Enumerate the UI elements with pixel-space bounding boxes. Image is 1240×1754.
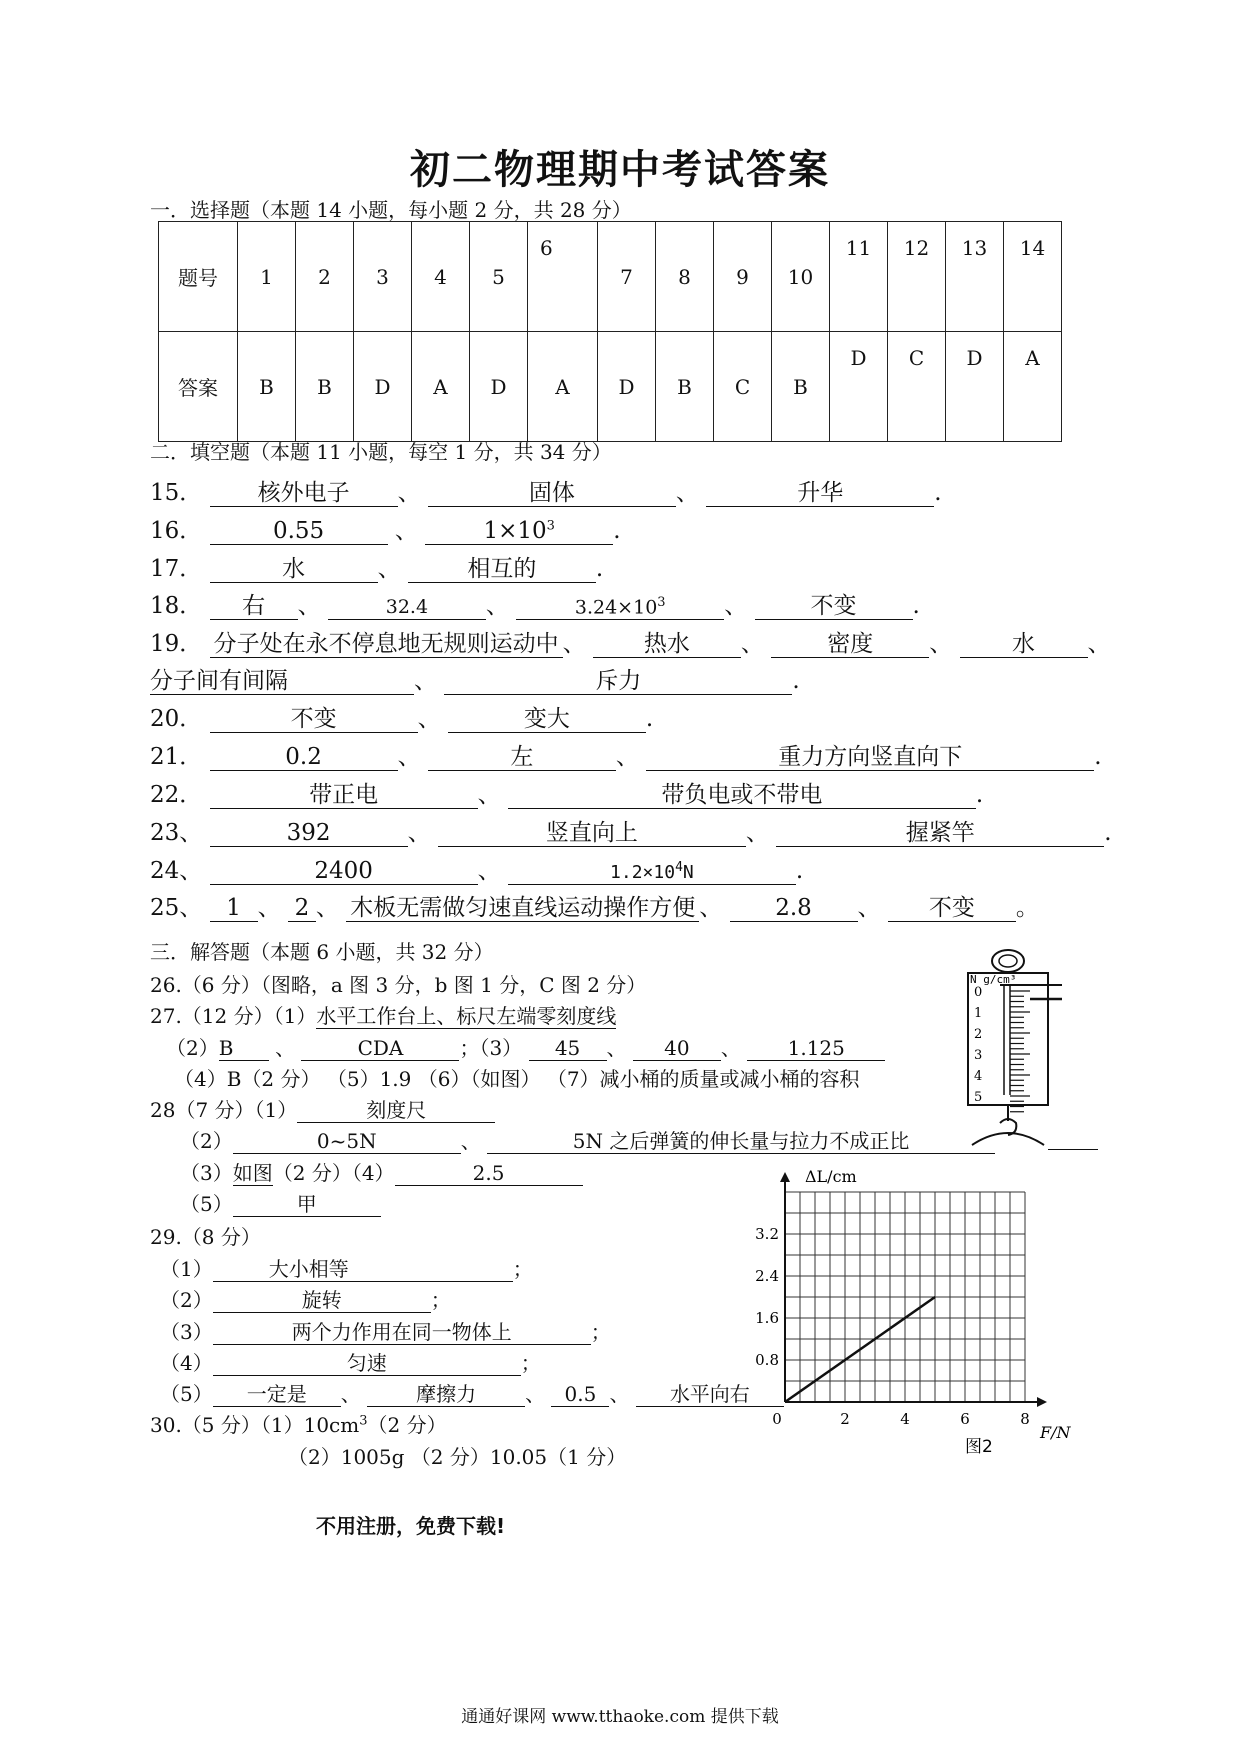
answer-blank: 1	[210, 895, 258, 922]
section2-heading: 二．填空题（本题 11 小题，每空 1 分，共 34 分）	[150, 440, 612, 464]
answer-blank: 分子处在永不停息地无规则运动中	[210, 631, 563, 658]
answer-blank: 0~5N	[233, 1130, 461, 1154]
y-axis-arrow-icon	[780, 1172, 790, 1182]
answer-blank: 0.55	[210, 518, 388, 545]
answer-cell: D	[946, 332, 1004, 442]
question-number: 16．	[150, 518, 203, 544]
num-cell: 8	[656, 222, 714, 332]
question-29-p4: （4） 匀速 ；	[160, 1351, 541, 1375]
answer-cell: A	[528, 332, 598, 442]
part-label: （3）	[180, 1161, 233, 1185]
part-label: （5）	[160, 1382, 213, 1406]
question-27	[150, 1000, 616, 1029]
section1-heading: 一．选择题（本题 14 小题，每小题 2 分，共 28 分）	[150, 198, 632, 222]
question-head: 28（7 分）（1）	[150, 1098, 298, 1122]
answer-blank: 匀速	[213, 1352, 521, 1376]
answer-blank: 变大	[448, 706, 646, 733]
question-number: 23、	[150, 820, 203, 846]
answer-blank: 不变	[755, 593, 913, 620]
question-16: 16． 0.55 、 $1\times 10^3$ .	[150, 518, 621, 544]
answer-blank: 固体	[428, 480, 676, 507]
part-label: （2）	[160, 1288, 213, 1312]
footer-text: 通通好课网 www.tthaoke.com 提供下载	[461, 1707, 779, 1727]
row-label-answer: 答案	[159, 332, 238, 442]
question-28-line2: （2） 0~5N 、 5N 之后弹簧的伸长量与拉力不成正比	[180, 1125, 995, 1154]
answer-cell: D	[830, 332, 888, 442]
answer-blank: 2	[288, 895, 316, 922]
question-18: 18． 右 、 32.4 、 $3.24\times 10^3$ 、 不变 .	[150, 593, 920, 619]
part-label: （5）	[180, 1192, 233, 1216]
num-cell: 7	[598, 222, 656, 332]
answer-blank: 斥力	[444, 668, 792, 695]
answer-cell: C	[714, 332, 772, 442]
num-cell: 5	[470, 222, 528, 332]
answer-blank: 旋转	[213, 1289, 431, 1313]
meter-tick-label: 2	[974, 1027, 983, 1042]
question-24: 24、 2400 、 $1.2\times 10^4N$ .	[150, 858, 804, 884]
question-29-p1: （1） 大小相等 ；	[160, 1257, 533, 1281]
num-cell: 4	[412, 222, 470, 332]
x-tick-label: 6	[960, 1410, 970, 1428]
answer-blank: 左	[428, 744, 616, 771]
exponent: 3	[657, 594, 666, 610]
answer-cell: B	[296, 332, 354, 442]
num-cell: 3	[354, 222, 412, 332]
num-cell: 1	[238, 222, 296, 332]
answer-cell: A	[1004, 332, 1062, 442]
question-number: 18．	[150, 593, 203, 619]
chart-grid	[785, 1192, 1025, 1402]
y-tick-label: 2.4	[755, 1267, 779, 1285]
y-tick-label: 0.8	[755, 1351, 779, 1369]
answer-blank: 水平工作台上、标尺左端零刻度线	[316, 1004, 617, 1028]
answer-blank: 刻度尺	[297, 1099, 495, 1123]
meter-tick-label: 3	[974, 1048, 983, 1063]
section3-heading: 三．解答题（本题 6 小题，共 32 分）	[150, 940, 494, 964]
num-cell: 2	[296, 222, 354, 332]
answer-blank: 重力方向竖直向下	[646, 744, 1094, 771]
question-number: 19．	[150, 631, 203, 657]
answer-cell: B	[656, 332, 714, 442]
part-label: （3）	[479, 1036, 523, 1060]
answer-blank: 竖直向上	[438, 820, 746, 847]
part-label: （3）	[160, 1320, 213, 1344]
answer-blank: 带负电或不带电	[508, 782, 976, 809]
question-19: 19． 分子处在永不停息地无规则运动中 、 热水 、 密度 、 水 、	[150, 631, 1111, 657]
question-28	[150, 1094, 495, 1123]
question-23: 23、 392 、 竖直向上 、 握紧竿 .	[150, 820, 1112, 846]
question-number: 25、	[150, 895, 203, 921]
answer-cell: B	[772, 332, 830, 442]
question-25: 25、 1 、 2 、 木板无需做匀速直线运动操作方便 、 2.8 、 不变 。	[150, 895, 1039, 921]
answer-blank	[425, 518, 613, 545]
answer-blank: 2.5	[395, 1162, 583, 1186]
num-cell: 12	[888, 222, 946, 332]
question-number: 17．	[150, 556, 203, 582]
answer-blank: 2400	[210, 858, 478, 885]
table-row-numbers	[159, 222, 1062, 332]
answer-blank: 甲	[233, 1193, 381, 1217]
answer-blank: 一定是	[213, 1383, 341, 1407]
y-tick-label: 1.6	[755, 1309, 779, 1327]
question-number: 24、	[150, 858, 203, 884]
answer-text: （2 分）	[367, 1413, 447, 1437]
answer-cell: D	[470, 332, 528, 442]
exponent: 3	[359, 1413, 368, 1429]
answer-blank: 核外电子	[210, 480, 398, 507]
question-head: 27.（12 分）（1）	[150, 1004, 317, 1028]
answer-blank: 右	[210, 593, 298, 620]
y-tick-labels	[755, 1225, 779, 1369]
answer-value: 3.24×10	[574, 596, 658, 618]
answer-value: 1×10	[483, 518, 547, 544]
promo-text: 不用注册，免费下载!	[316, 1514, 506, 1538]
meter-tick-label: 4	[974, 1069, 983, 1084]
answer-blank: 水	[210, 556, 378, 583]
num-cell: 11	[830, 222, 888, 332]
ring-icon	[992, 950, 1024, 972]
num-cell: 14	[1004, 222, 1062, 332]
meter-units: N g/cm³	[970, 973, 1017, 986]
x-axis-label: F/N	[1040, 1423, 1071, 1442]
num-cell: 9	[714, 222, 772, 332]
chart-caption: 图2	[965, 1437, 993, 1457]
question-number: 22．	[150, 782, 203, 808]
x-tick-label: 4	[900, 1410, 910, 1428]
question-15: 15． 核外电子 、 固体 、 升华 .	[150, 480, 942, 506]
answer-cell: D	[354, 332, 412, 442]
question-21: 21． 0.2 、 左 、 重力方向竖直向下 .	[150, 744, 1102, 770]
part-label: （4）	[160, 1351, 213, 1375]
question-number: 20．	[150, 706, 203, 732]
answer-cell: B	[238, 332, 296, 442]
question-22: 22． 带正电 、 带负电或不带电 .	[150, 782, 984, 808]
question-30	[150, 1409, 447, 1438]
answer-blank: 32.4	[328, 597, 486, 620]
question-26: 26.（6 分）（图略，a 图 3 分，b 图 1 分，C 图 2 分）	[150, 973, 647, 997]
table-row-answers	[159, 332, 1062, 442]
answer-blank: 0.2	[210, 744, 398, 771]
chart-axes	[780, 1172, 1047, 1407]
answer-blank	[508, 861, 796, 885]
question-27-line3: （4）B（2 分） （5）1.9 （6）（如图） （7）减小桶的质量或减小桶的容积	[174, 1067, 860, 1091]
answer-blank: 水	[960, 631, 1088, 658]
answer-blank: 不变	[888, 895, 1016, 922]
num-cell: 13	[946, 222, 1004, 332]
answer-blank: 大小相等	[213, 1258, 513, 1282]
exponent: 4	[675, 860, 683, 875]
answer-cell: A	[412, 332, 470, 442]
question-27-line2: （2）B 、 CDA ；（3） 45 、 40 、 1.125	[166, 1032, 885, 1061]
part-label: （2 分）（4）	[272, 1161, 395, 1185]
answer-blank: 热水	[593, 631, 741, 658]
answer-blank: 40	[633, 1037, 721, 1061]
answer-table	[158, 221, 1062, 442]
question-19-cont: 分子间有间隔 、 斥力 .	[150, 668, 800, 694]
x-axis-arrow-icon	[1037, 1397, 1047, 1407]
x-tick-label: 8	[1020, 1410, 1030, 1428]
answer-blank: 密度	[771, 631, 929, 658]
unit: N	[682, 862, 694, 883]
x-tick-label: 2	[840, 1410, 850, 1428]
answer-blank: 如图	[232, 1161, 273, 1185]
answer-blank: CDA	[301, 1037, 459, 1061]
question-17: 17． 水 、 相互的 .	[150, 556, 604, 582]
answer-blank: 木板无需做匀速直线运动操作方便	[346, 895, 699, 922]
part-label: （2）	[180, 1129, 233, 1153]
question-28-line4	[180, 1188, 381, 1217]
answer-blank: 升华	[706, 480, 934, 507]
answer-blank: 水平向右	[636, 1383, 784, 1407]
x-tick-label: 0	[772, 1410, 782, 1428]
question-29: 29.（8 分）	[150, 1225, 261, 1249]
exponent: 3	[546, 518, 555, 534]
question-number: 21．	[150, 744, 203, 770]
answer-blank: 不变	[210, 706, 418, 733]
meter-tick-label: 0	[974, 985, 983, 1000]
answer-blank: 1.125	[747, 1037, 885, 1061]
x-tick-labels	[772, 1410, 1030, 1428]
page-title: 初二物理期中考试答案	[410, 146, 830, 193]
answer-blank: 45	[529, 1037, 607, 1061]
row-label-number: 题号	[159, 222, 238, 332]
answer-blank: 392	[210, 820, 408, 847]
spring-scale-illustration	[960, 945, 1110, 1165]
question-29-p3: （3） 两个力作用在同一物体上 ；	[160, 1320, 611, 1344]
meter-scale	[974, 985, 1030, 1112]
answer-blank: B	[219, 1037, 269, 1061]
answer-blank: 两个力作用在同一物体上	[213, 1321, 591, 1345]
y-tick-label: 3.2	[755, 1225, 779, 1243]
question-29-p5: （5） 一定是 、 摩擦力 、 0.5 、 水平向右	[160, 1378, 784, 1407]
answer-text: 30.（5 分）（1）10cm	[150, 1413, 360, 1437]
y-axis-label: ΔL/cm	[805, 1167, 857, 1186]
num-cell: 10	[772, 222, 830, 332]
num-cell: 6	[528, 222, 598, 332]
meter-tick-label: 5	[974, 1090, 983, 1105]
answer-value: 1.2×10	[610, 862, 676, 883]
meter-tick-label: 1	[974, 1006, 983, 1021]
answer-blank: 5N 之后弹簧的伸长量与拉力不成正比	[487, 1130, 995, 1154]
answer-blank: 相互的	[408, 556, 596, 583]
answer-blank	[516, 596, 724, 620]
question-number: 15．	[150, 480, 203, 506]
answer-blank: 带正电	[210, 782, 478, 809]
answer-blank: 0.5	[551, 1383, 609, 1407]
question-28-line3	[180, 1157, 583, 1186]
extension-force-chart	[755, 1160, 1085, 1460]
answer-blank: 摩擦力	[367, 1383, 525, 1407]
answer-blank: 握紧竿	[776, 820, 1104, 847]
answer-blank: 2.8	[730, 895, 858, 922]
answer-cell: D	[598, 332, 656, 442]
answer-blank: 分子间有间隔	[150, 668, 414, 695]
answer-cell: C	[888, 332, 946, 442]
question-20: 20． 不变 、 变大 .	[150, 706, 654, 732]
question-29-p2: （2） 旋转 ；	[160, 1288, 451, 1312]
part-label: （2）	[166, 1036, 219, 1060]
question-30-line2: （2）1005g （2 分）10.05（1 分）	[288, 1445, 627, 1469]
part-label: （1）	[160, 1257, 213, 1281]
